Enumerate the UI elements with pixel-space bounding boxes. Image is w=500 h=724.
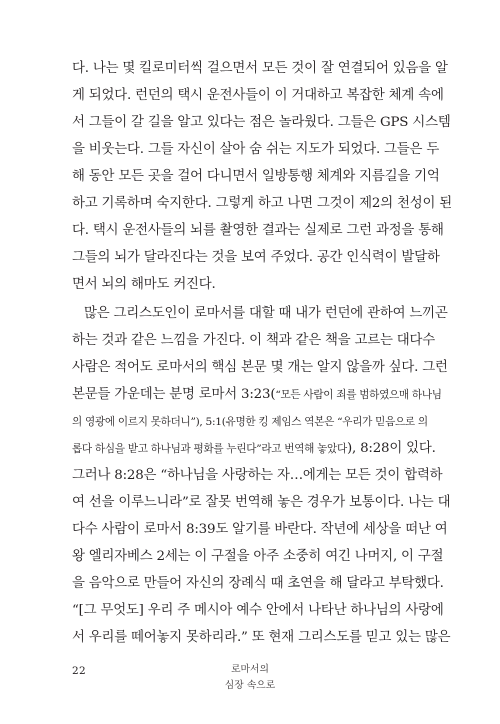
- body-text-line: 을 음악으로 만들어 자신의 장례식 때 초연을 해 달라고 부탁했다.: [72, 576, 444, 591]
- body-text-segment: 본문들 가운데는 분명 로마서 3:23(: [72, 387, 276, 402]
- body-text-line: 다. 나는 몇 킬로미터씩 걸으면서 모든 것이 잘 연결되어 있음을 알: [72, 61, 448, 76]
- parenthetical-note: 의 영광에 이르지 못하더니”), 5:1(: [72, 416, 226, 428]
- body-text-line: 하는 것과 같은 느낌을 가진다. 이 책과 같은 책을 고르는 대다수: [72, 333, 436, 348]
- parenthetical-note: 유명한 킹 제임스 역본은 “우리가 믿음으로 의: [225, 416, 428, 428]
- body-text-line: 을 비웃는다. 그들 자신이 살아 숨 쉬는 지도가 되었다. 그들은 두: [72, 142, 440, 157]
- body-text-line: 왕 엘리자베스 2세는 이 구절을 아주 소중히 여긴 나머지, 이 구절: [72, 549, 444, 564]
- running-subtitle: 심장 속으로: [224, 680, 276, 691]
- page-number: 22: [72, 665, 86, 677]
- body-text-line: 다. 택시 운전사들의 뇌를 촬영한 결과는 실제로 그런 과정을 통해: [72, 223, 444, 238]
- body-text-line-with-note: [72, 384, 442, 406]
- parenthetical-note: “모든 사람이 죄를 범하였으매 하나님: [275, 389, 442, 401]
- body-text-line: 면서 뇌의 해마도 커진다.: [72, 277, 216, 292]
- parenthetical-note: 롭다 하심을 받고 하나님과 평화를 누린다”라고 번역해 놓았다: [72, 443, 347, 455]
- body-text-line: 그들의 뇌가 달라진다는 것을 보여 주었다. 공간 인식력이 발달하: [72, 250, 440, 265]
- body-text-line: 여 선을 이루느니라”로 잘못 번역해 놓은 경우가 보통이다. 나는 대: [72, 495, 451, 510]
- body-text-line: 해 동안 모든 곳을 걸어 다니면서 일방통행 체계와 지름길을 기억: [72, 169, 440, 184]
- body-text-line: 다수 사람이 로마서 8:39도 알기를 바란다. 작년에 세상을 떠난 여: [72, 522, 448, 537]
- body-text-line: 그러나 8:28은 “하나님을 사랑하는 자…에게는 모든 것이 합력하: [72, 468, 443, 483]
- body-text-line: 사람은 적어도 로마서의 핵심 본문 몇 개는 알지 않을까 싶다. 그런: [72, 360, 448, 375]
- body-text-line-with-note: [72, 411, 428, 433]
- body-text-line: 게 되었다. 런던의 택시 운전사들이 이 거대하고 복잡한 체계 속에: [72, 88, 444, 103]
- running-title: 로마서의: [231, 664, 269, 675]
- body-text-segment: ), 8:28이 있다.: [346, 441, 436, 456]
- body-text-line: 서 우리를 떼어놓지 못하리라.” 또 현재 그리스도를 믿고 있는 많은: [72, 630, 451, 645]
- body-text-line: 서 그들이 갈 길을 알고 있다는 점은 놀라웠다. 그들은 GPS 시스템: [72, 115, 451, 130]
- body-text-line: “[그 무엇도] 우리 주 메시아 예수 안에서 나타난 하나님의 사랑에: [72, 603, 444, 618]
- body-text-line: 하고 기록하며 숙지한다. 그렇게 하고 나면 그것이 제2의 천성이 된: [72, 196, 453, 211]
- body-text-line: 많은 그리스도인이 로마서를 대할 때 내가 런던에 관하여 느끼곤: [84, 306, 448, 321]
- body-text-line-with-note: [72, 438, 436, 460]
